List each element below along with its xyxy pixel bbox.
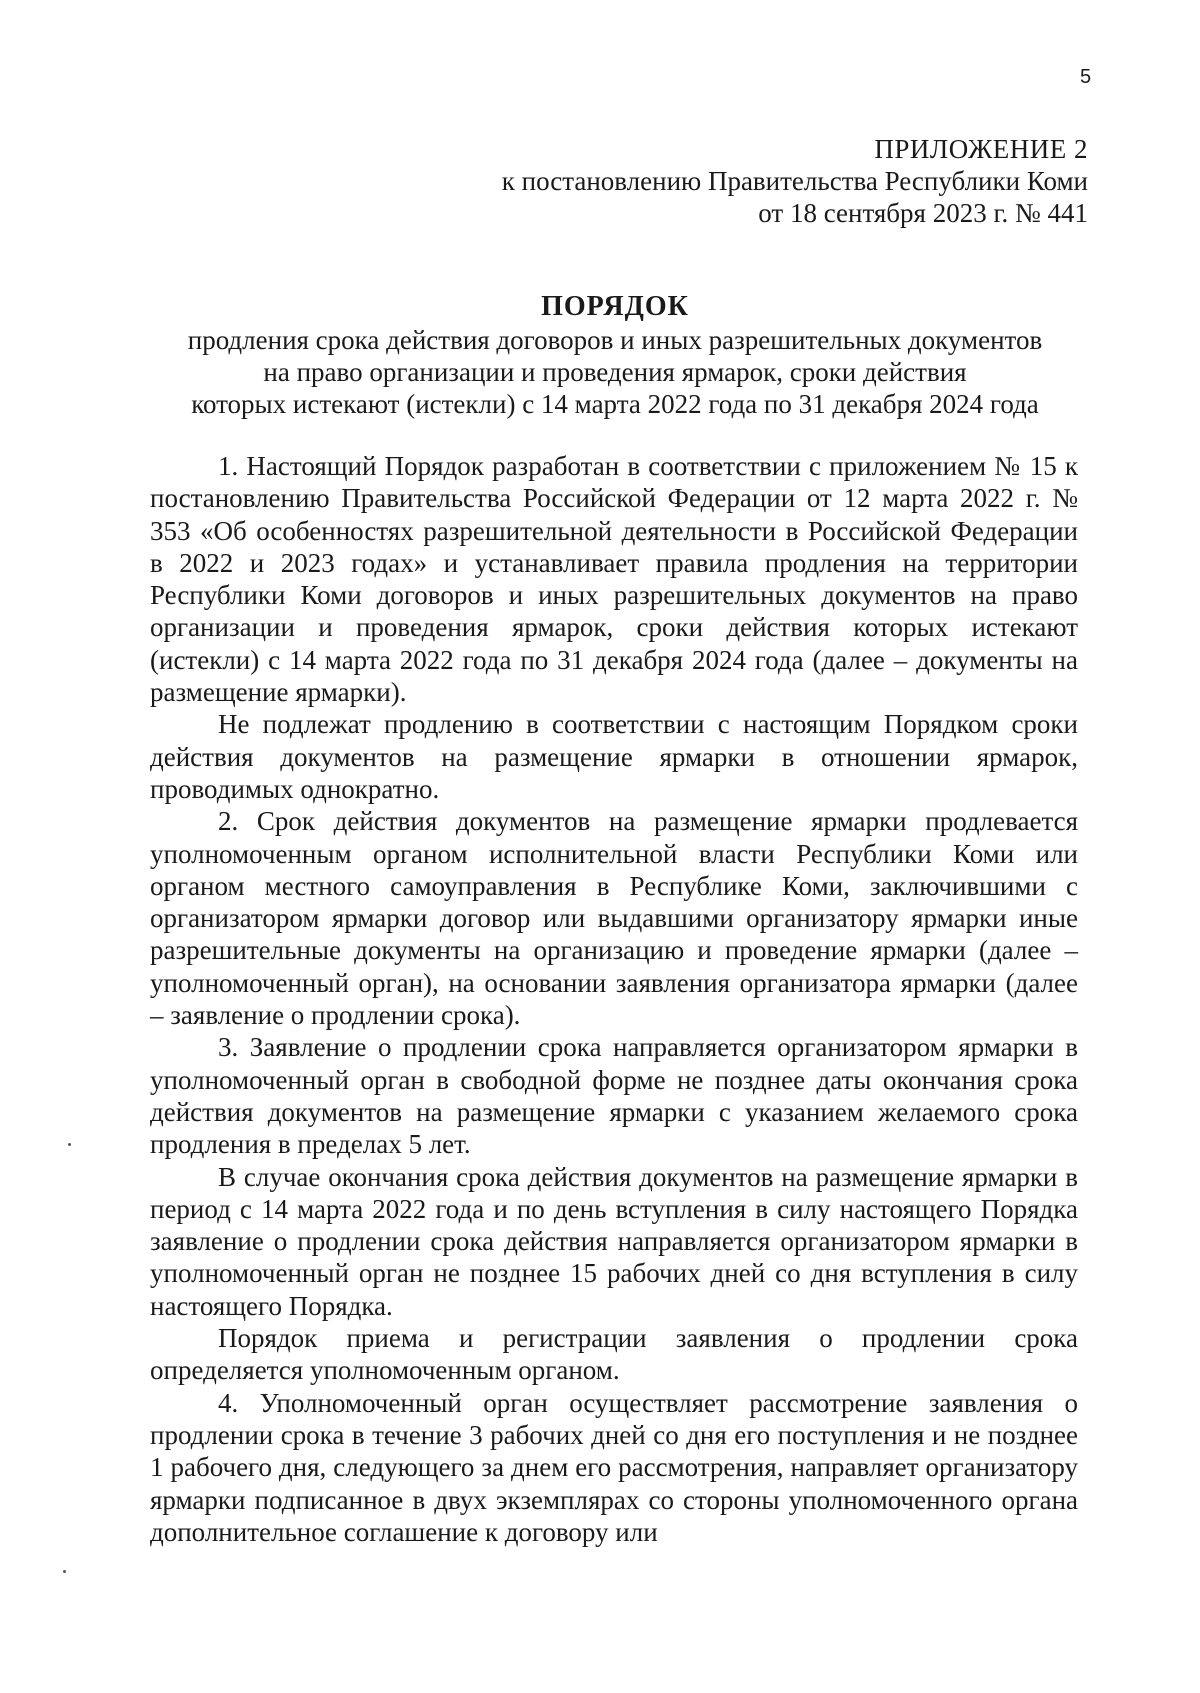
paragraph: 4. Уполномоченный орган осуществляет рассмотрение заявления о продлении срока в течение 3 рабочих дней со дня его поступления и не позднее 1 рабочего дня, следующего за днем его рассмотрения, направляет организатору ярмарки подписанное в двух экземплярах со стороны уполномоченного органа дополнительное соглашение к договору или: [150, 1387, 1078, 1547]
appendix-header: [502, 133, 1088, 229]
paragraph: 1. Настоящий Порядок разработан в соответствии с приложением № 15 к постановлению Правительства Российской Федерации от 12 марта 2022 г. № 353 «Об особенностях разрешительной деятельности в Российской Федерации в 2022 и 2023 годах» и устанавливает правила продления на территории Республики Коми договоров и иных разрешительных документов на право организации и проведения ярмарок, сроки действия которых истекают (истекли) с 14 марта 2022 года по 31 декабря 2024 года (далее – документы на размещение ярмарки).: [150, 451, 1078, 708]
paragraph: Не подлежат продлению в соответствии с настоящим Порядком сроки действия документов на размещение ярмарки в отношении ярмарок, проводимых однократно.: [150, 709, 1078, 804]
appendix-resolution: к постановлению Правительства Республики Коми: [501, 166, 1088, 196]
paragraph: 3. Заявление о продлении срока направляется организатором ярмарки в уполномоченный орган в свободной форме не позднее даты окончания срока действия документов на размещение ярмарки с указанием желаемого срока продления в пределах 5 лет.: [150, 1032, 1078, 1160]
scan-speck: [68, 1143, 71, 1146]
paragraph: 2. Срок действия документов на размещение ярмарки продлевается уполномоченным органом исполнительной власти Республики Коми или органом местного самоуправления в Республике Коми, заключившими с организатором ярмарки договор или выдавшими организатору ярмарки иные разрешительные документы на организацию и проведение ярмарки (далее – уполномоченный орган), на основании заявления организатора ярмарки (далее – заявление о продлении срока).: [150, 806, 1078, 1031]
document-title: ПОРЯДОК: [541, 291, 689, 322]
scan-speck: [63, 1570, 66, 1573]
paragraph: Порядок приема и регистрации заявления о продлении срока определяется уполномоченным органом.: [150, 1323, 1078, 1386]
appendix-date: от 18 сентября 2023 г. № 441: [758, 198, 1088, 228]
document-subtitle-line-3: которых истекают (истекли) с 14 марта 2022 года по 31 декабря 2024 года: [191, 389, 1039, 419]
document-title-block: [150, 290, 1080, 420]
paragraph: В случае окончания срока действия документов на размещение ярмарки в период с 14 марта 2022 года и по день вступления в силу настоящего Порядка заявление о продлении срока действия направляется организатором ярмарки в уполномоченный орган не позднее 15 рабочих дней со дня вступления в силу настоящего Порядка.: [150, 1161, 1078, 1321]
document-subtitle-line-2: на право организации и проведения ярмарок, сроки действия: [263, 357, 967, 387]
document-body: [150, 450, 1078, 1548]
document-subtitle-line-1: продления срока действия договоров и иных разрешительных документов: [187, 325, 1043, 355]
page-number: 5: [1080, 66, 1092, 88]
appendix-title: ПРИЛОЖЕНИЕ 2: [874, 134, 1088, 164]
